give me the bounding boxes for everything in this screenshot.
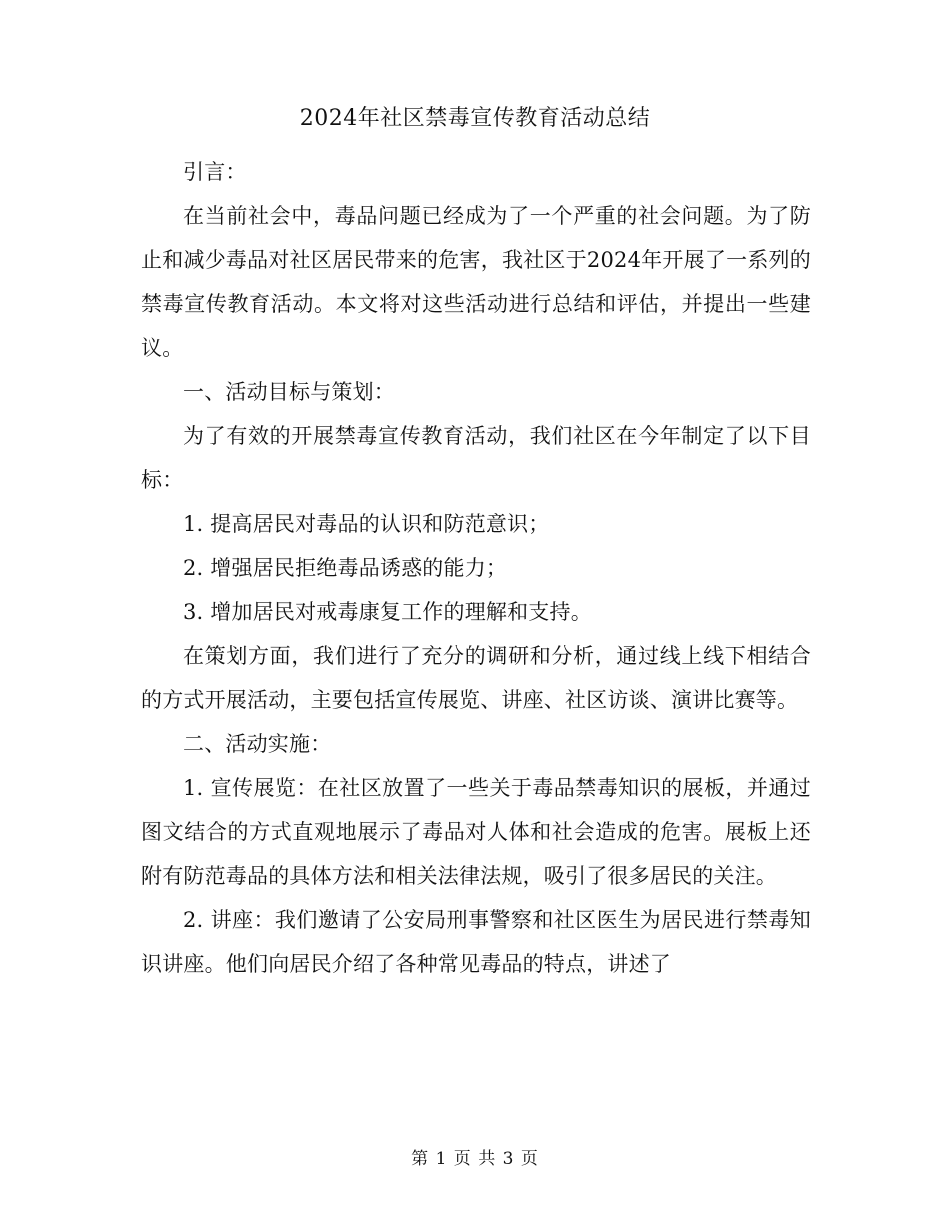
document-title: 2024年社区禁毒宣传教育活动总结	[299, 106, 651, 131]
section-heading-implementation: 二、活动实施：	[183, 732, 332, 756]
paragraph-intro-heading: 引言：	[183, 160, 247, 184]
page-footer: 第 1 页 共 3 页	[411, 1149, 539, 1169]
list-item-goal-2: 2. 增强居民拒绝毒品诱惑的能力；	[183, 556, 508, 580]
paragraph-planning: 在策划方面，我们进行了充分的调研和分析，通过线上线下相结合的方式开展活动，主要包括宣传展览、讲座、社区访谈、演讲比赛等。	[141, 644, 811, 712]
document-body	[141, 150, 811, 986]
list-item-exhibition: 1. 宣传展览：在社区放置了一些关于毒品禁毒知识的展板，并通过图文结合的方式直观地展示了毒品对人体和社会造成的危害。展板上还附有防范毒品的具体方法和相关法律法规，吸引了很多居民的关注。	[141, 776, 811, 888]
section-heading-goals: 一、活动目标与策划：	[183, 380, 395, 404]
list-item-lecture: 2. 讲座：我们邀请了公安局刑事警察和社区医生为居民进行禁毒知识讲座。他们向居民介绍了各种常见毒品的特点，讲述了	[141, 908, 811, 976]
list-item-goal-1: 1. 提高居民对毒品的认识和防范意识；	[183, 512, 550, 536]
paragraph-goals-intro: 为了有效的开展禁毒宣传教育活动，我们社区在今年制定了以下目标：	[141, 424, 811, 492]
paragraph-intro: 在当前社会中，毒品问题已经成为了一个严重的社会问题。为了防止和减少毒品对社区居民带来的危害，我社区于2024年开展了一系列的禁毒宣传教育活动。本文将对这些活动进行总结和评估，并提出一些建议。	[141, 204, 811, 360]
list-item-goal-3: 3. 增加居民对戒毒康复工作的理解和支持。	[183, 600, 592, 624]
